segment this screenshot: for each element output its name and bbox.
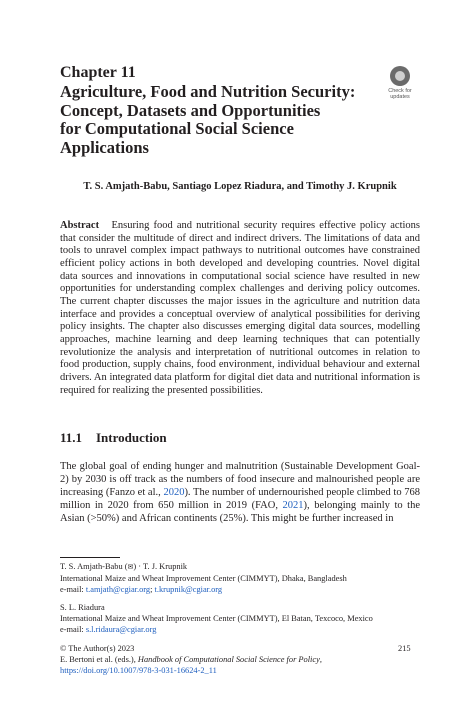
check-for-updates-icon <box>390 66 410 86</box>
email-separator: ; <box>150 585 155 594</box>
check-for-updates-badge[interactable] <box>381 66 419 102</box>
abstract-text: Ensuring food and nutritional security requires effective policy actions that consider the multitude of direct and indirect drivers. The limitations of data and tools to unravel complex impact pathways to nutritional outcomes have constrained efficient policy actions in both developed and developing countries. Novel digital data sources and innovations in computational social science have resulted in new opportunities for understanding complex challenges and deriving policy outcomes. The current chapter discusses the major issues in the agriculture and nutrition data interface and provides a conceptual overview of analytical possibilities for deriving policy insights. The chapter also discusses emerging digital data sources, modelling approaches, machine learning and deep learning techniques that can potentially revolutionize the analysis and interpretation of nutritional outcomes in relation to food production, supply chains, food environment, individual behaviour and external drivers. An integrated data platform for digital diet data and nutritional information is required for realizing the presented possibilities. <box>60 220 421 396</box>
affiliation-emails <box>60 624 420 635</box>
title-line: Agriculture, Food and Nutrition Security: <box>60 82 356 101</box>
intro-text: ). The number of undernourished people climbed to 768 million in 2020 from 650 million in 2019 (FAO, <box>60 486 420 511</box>
email-link[interactable]: t.krupnik@cgiar.org <box>154 585 223 594</box>
author-list: T. S. Amjath-Babu, Santiago Lopez Riadura, and Timothy J. Krupnik <box>83 181 397 192</box>
affiliations <box>60 561 420 635</box>
title-line: Applications <box>60 137 149 157</box>
chapter-label: Chapter 11 <box>60 64 136 81</box>
copyright-line: © The Author(s) 2023 <box>60 644 135 653</box>
citation-line <box>60 654 420 665</box>
email-link[interactable]: t.amjath@cgiar.org <box>85 585 151 594</box>
book-title: Handbook of Computational Social Science for Policy <box>137 655 320 664</box>
author-names: T. S. Amjath-Babu ( <box>60 562 128 571</box>
affiliation-emails <box>60 584 420 595</box>
section-number: 11.1 <box>60 430 83 445</box>
page-number: 215 <box>398 644 411 653</box>
title-line: for Computational Social Science <box>60 119 294 138</box>
affiliation-authors <box>60 561 420 573</box>
section-heading <box>60 430 167 445</box>
citation-link[interactable]: 2021 <box>282 499 304 511</box>
email-link[interactable]: s.l.ridaura@cgiar.org <box>85 625 157 634</box>
affiliation-institution: International Maize and Wheat Improvement Center (CIMMYT), El Batan, Texcoco, Mexico <box>60 614 373 623</box>
author-names: ) · T. J. Krupnik <box>133 562 188 571</box>
citation-text: E. Bertoni et al. (eds.), <box>60 655 138 664</box>
doi-link[interactable]: https://doi.org/10.1007/978-3-031-16624-2_11 <box>60 666 217 675</box>
intro-text: ), belonging mainly to the Asian (>50%) and African continents (25%). This might be further increased in <box>60 499 421 524</box>
badge-line: updates <box>390 94 410 100</box>
email-label: e-mail: <box>60 625 86 634</box>
copyright-block <box>60 643 420 676</box>
abstract <box>60 220 420 397</box>
citation-link[interactable]: 2020 <box>163 486 185 498</box>
intro-paragraph <box>60 461 420 526</box>
citation-text: , <box>319 655 322 664</box>
affiliation-authors: S. L. Riadura <box>60 603 105 612</box>
intro-text: The global goal of ending hunger and malnutrition (Sustainable Development Goal-2) by 2030 is off track as the numbers of food insecure and malnourished people are increasing (Fanzo et al., <box>60 461 420 498</box>
chapter-title <box>60 83 380 157</box>
footnote-divider <box>60 557 120 558</box>
title-line: Concept, Datasets and Opportunities <box>60 100 321 120</box>
badge-text <box>381 88 419 100</box>
envelope-icon[interactable]: ✉ <box>127 563 134 571</box>
abstract-label: Abstract <box>60 220 100 231</box>
section-title: Introduction <box>96 430 167 445</box>
badge-line: Check for <box>388 88 412 94</box>
affiliation-institution: International Maize and Wheat Improvement Center (CIMMYT), Dhaka, Bangladesh <box>60 574 347 583</box>
email-label: e-mail: <box>60 585 86 594</box>
